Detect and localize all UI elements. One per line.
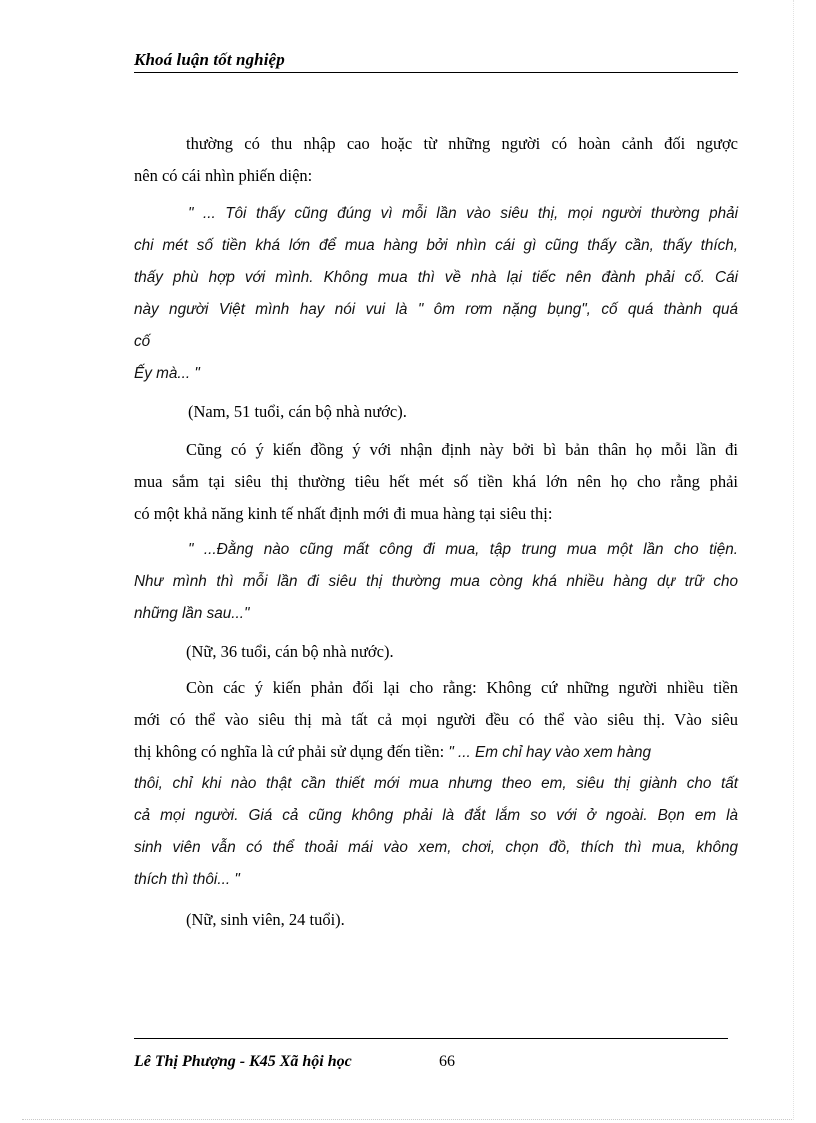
document-body (134, 128, 738, 948)
quote-line: sinh viên vẫn có thể thoải mái vào xem, chơi, chọn đồ, thích thì mua, không (134, 839, 738, 856)
page-bottom-border (22, 1119, 794, 1120)
quote-line: thấy phù hợp với mình. Không mua thì về nhà lại tiếc nên đành phải cố. Cái (134, 269, 738, 286)
page-footer (134, 1038, 728, 1079)
quote-line: chi mét số tiền khá lớn để mua hàng bởi nhìn cái gì cũng thấy cần, thấy thích, (134, 237, 738, 254)
text-line (134, 736, 738, 768)
quote-line: những lần sau..." (134, 605, 250, 622)
citation-text: (Nữ, 36 tuổi, cán bộ nhà nước). (186, 642, 394, 661)
quote-line: cả mọi người. Giá cả cũng không phải là đắt lắm so với ở ngoài. Bọn em là (134, 807, 738, 824)
quote-1 (134, 198, 738, 390)
citation-3 (134, 904, 738, 936)
quote-line: thôi, chỉ khi nào thật cần thiết mới mua nhưng theo em, siêu thị giành cho tất (134, 775, 738, 792)
page-number: 66 (439, 1053, 455, 1070)
footer-author: Lê Thị Phượng - K45 Xã hội học (134, 1053, 352, 1070)
text-line: Cũng có ý kiến đồng ý với nhận định này bởi bì bản thân họ mỗi lần đi (186, 440, 738, 459)
quote-line: " ... Tôi thấy cũng đúng vì mỗi lần vào siêu thị, mọi người thường phải (188, 205, 738, 222)
citation-text: (Nữ, sinh viên, 24 tuổi). (186, 910, 345, 929)
text-line: nên có cái nhìn phiến diện: (134, 166, 313, 185)
quote-line: " ...Đằng nào cũng mất công đi mua, tập trung mua một lần cho tiện. (188, 541, 738, 558)
quote-line: thích thì thôi... " (134, 871, 240, 888)
paragraph-3 (134, 672, 738, 768)
quote-2 (134, 534, 738, 630)
quote-3 (134, 768, 738, 896)
quote-line: này người Việt mình hay nói vui là " ôm rơm nặng bụng", cố quá thành quá (134, 301, 738, 318)
citation-text: (Nam, 51 tuổi, cán bộ nhà nước). (188, 402, 407, 421)
text-line: mới có thể vào siêu thị mà tất cả mọi người đều có thể vào siêu thị. Vào siêu (134, 710, 738, 729)
text-line: mua sắm tại siêu thị thường tiêu hết mét số tiền khá lớn nên họ cho rằng phải (134, 472, 738, 491)
text-line: có một khả năng kinh tế nhất định mới đi mua hàng tại siêu thị: (134, 504, 553, 523)
quote-line: Ếy mà... " (134, 365, 200, 382)
paragraph-1 (134, 128, 738, 192)
text-line: thường có thu nhập cao hoặc từ những người có hoàn cảnh đối ngược (186, 134, 738, 153)
citation-2 (134, 636, 738, 668)
quote-line: cố (134, 333, 151, 350)
header-title: Khoá luận tốt nghiệp (134, 50, 285, 69)
quote-segment: " ... Em chỉ hay vào xem hàng (448, 744, 652, 761)
page-header (134, 48, 738, 73)
text-segment: thị không có nghĩa là cứ phải sử dụng đến tiền: (134, 742, 449, 761)
page-right-border (793, 0, 794, 1120)
paragraph-2 (134, 434, 738, 530)
quote-line: Như mình thì mỗi lần đi siêu thị thường mua còng khá nhiều hàng dự trữ cho (134, 573, 738, 590)
citation-1 (134, 396, 738, 428)
text-line: Còn các ý kiến phản đối lại cho rằng: Không cứ những người nhiều tiền (186, 678, 738, 697)
